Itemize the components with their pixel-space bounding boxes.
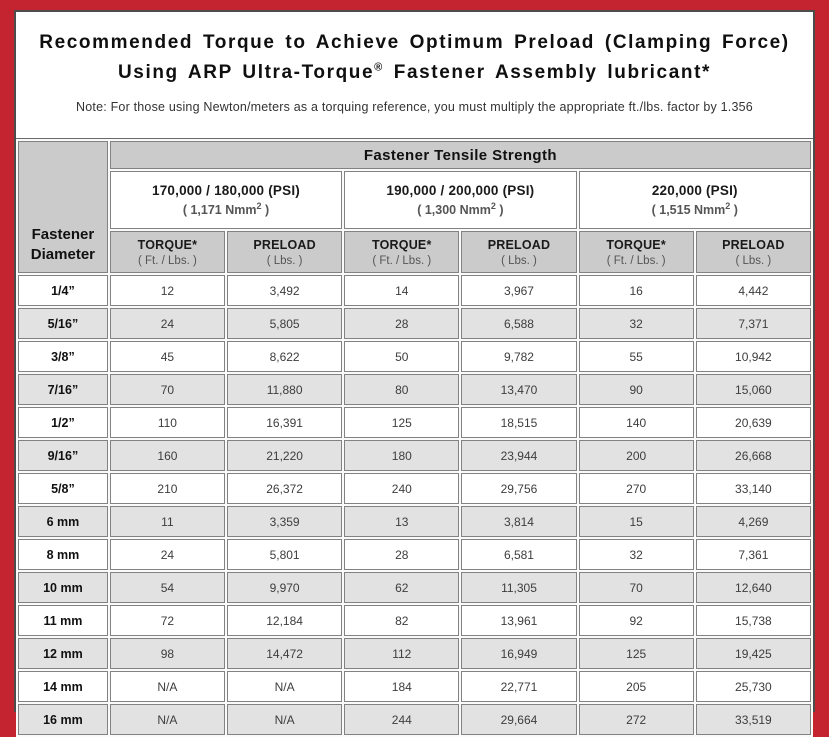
fastener-diameter-cell: 14 mm <box>18 671 108 702</box>
table-row <box>18 638 811 669</box>
torque-value-cell: 28 <box>344 539 459 570</box>
torque-value-cell: 140 <box>579 407 694 438</box>
preload-value-cell: 23,944 <box>461 440 576 471</box>
psi-value: 170,000 / 180,000 (PSI) <box>152 183 300 198</box>
preload-value-cell: 11,305 <box>461 572 576 603</box>
torque-value-cell: 112 <box>344 638 459 669</box>
preload-value-cell: 16,949 <box>461 638 576 669</box>
preload-value-cell: 8,622 <box>227 341 342 372</box>
fastener-diameter-cell: 5/8” <box>18 473 108 504</box>
torque-value-cell: 180 <box>344 440 459 471</box>
fastener-diameter-cell: 8 mm <box>18 539 108 570</box>
preload-value-cell: 15,060 <box>696 374 811 405</box>
nmm-value: ( 1,300 Nmm$^2$ ) <box>417 200 504 217</box>
preload-value-cell: 26,372 <box>227 473 342 504</box>
torque-value-cell: 205 <box>579 671 694 702</box>
torque-value-cell: 184 <box>344 671 459 702</box>
column-headers-row <box>18 231 811 273</box>
torque-value-cell: 200 <box>579 440 694 471</box>
torque-value-cell: 55 <box>579 341 694 372</box>
torque-value-cell: 98 <box>110 638 225 669</box>
preload-value-cell: 6,588 <box>461 308 576 339</box>
torque-value-cell: 13 <box>344 506 459 537</box>
torque-value-cell: 244 <box>344 704 459 735</box>
preload-value-cell: 33,519 <box>696 704 811 735</box>
torque-column-header: TORQUE* ( Ft. / Lbs. ) <box>579 231 694 273</box>
torque-value-cell: 24 <box>110 308 225 339</box>
preload-value-cell: 5,801 <box>227 539 342 570</box>
preload-value-cell: 3,359 <box>227 506 342 537</box>
preload-value-cell: 18,515 <box>461 407 576 438</box>
torque-value-cell: 16 <box>579 275 694 306</box>
torque-value-cell: 70 <box>110 374 225 405</box>
title-line-2: Using ARP Ultra-Torque® Fastener Assembly lubricant* <box>117 62 712 84</box>
torque-value-cell: 270 <box>579 473 694 504</box>
fastener-diameter-cell: 5/16” <box>18 308 108 339</box>
note-text: Note: For those using Newton/meters as a torquing reference, you must multiply the appropriate ft./lbs. factor by 1.356 <box>76 99 753 114</box>
table-row <box>18 341 811 372</box>
torque-value-cell: 240 <box>344 473 459 504</box>
preload-value-cell: 13,961 <box>461 605 576 636</box>
torque-value-cell: 28 <box>344 308 459 339</box>
preload-column-header: PRELOAD ( Lbs. ) <box>227 231 342 273</box>
preload-value-cell: 11,880 <box>227 374 342 405</box>
preload-value-cell: 3,492 <box>227 275 342 306</box>
preload-value-cell: 20,639 <box>696 407 811 438</box>
table-body <box>18 275 811 735</box>
preload-value-cell: 21,220 <box>227 440 342 471</box>
torque-column-header: TORQUE* ( Ft. / Lbs. ) <box>344 231 459 273</box>
preload-value-cell: 4,269 <box>696 506 811 537</box>
torque-value-cell: 12 <box>110 275 225 306</box>
preload-value-cell: 15,738 <box>696 605 811 636</box>
tensile-strength-header: Fastener Tensile Strength <box>110 141 811 169</box>
preload-column-header: PRELOAD ( Lbs. ) <box>696 231 811 273</box>
table-row <box>18 473 811 504</box>
torque-value-cell: 72 <box>110 605 225 636</box>
content-panel <box>14 10 815 727</box>
preload-value-cell: 7,361 <box>696 539 811 570</box>
fastener-diameter-cell: 9/16” <box>18 440 108 471</box>
psi-value: 190,000 / 200,000 (PSI) <box>386 183 535 198</box>
table-row <box>18 506 811 537</box>
fastener-diameter-cell: 12 mm <box>18 638 108 669</box>
torque-value-cell: N/A <box>110 671 225 702</box>
preload-value-cell: 3,814 <box>461 506 576 537</box>
registered-trademark-symbol: ® <box>374 62 384 75</box>
table-row <box>18 308 811 339</box>
preload-value-cell: 12,184 <box>227 605 342 636</box>
preload-value-cell: 9,970 <box>227 572 342 603</box>
torque-value-cell: 92 <box>579 605 694 636</box>
preload-value-cell: 26,668 <box>696 440 811 471</box>
preload-value-cell: 10,942 <box>696 341 811 372</box>
nmm-value: ( 1,515 Nmm$^2$ ) <box>651 200 738 217</box>
preload-value-cell: N/A <box>227 704 342 735</box>
preload-column-header: PRELOAD ( Lbs. ) <box>461 231 576 273</box>
torque-column-header: TORQUE* ( Ft. / Lbs. ) <box>110 231 225 273</box>
torque-value-cell: 54 <box>110 572 225 603</box>
preload-value-cell: 22,771 <box>461 671 576 702</box>
torque-value-cell: 110 <box>110 407 225 438</box>
torque-value-cell: 125 <box>344 407 459 438</box>
title-block <box>16 12 813 138</box>
title-line-1: Recommended Torque to Achieve Optimum Preload (Clamping Force) <box>39 32 790 53</box>
table-row <box>18 374 811 405</box>
strength-groups-row <box>18 171 811 229</box>
preload-value-cell: 19,425 <box>696 638 811 669</box>
preload-value-cell: 4,442 <box>696 275 811 306</box>
preload-value-cell: 5,805 <box>227 308 342 339</box>
preload-value-cell: 9,782 <box>461 341 576 372</box>
fastener-diameter-cell: 11 mm <box>18 605 108 636</box>
fastener-diameter-cell: 3/8” <box>18 341 108 372</box>
torque-value-cell: 210 <box>110 473 225 504</box>
torque-value-cell: 50 <box>344 341 459 372</box>
torque-value-cell: 62 <box>344 572 459 603</box>
torque-value-cell: 90 <box>579 374 694 405</box>
table-row <box>18 704 811 735</box>
table-row <box>18 605 811 636</box>
preload-value-cell: 14,472 <box>227 638 342 669</box>
strength-group-170-180 <box>110 171 342 229</box>
table-row <box>18 440 811 471</box>
torque-value-cell: 70 <box>579 572 694 603</box>
torque-value-cell: 160 <box>110 440 225 471</box>
preload-value-cell: 25,730 <box>696 671 811 702</box>
preload-value-cell: 7,371 <box>696 308 811 339</box>
fastener-diameter-cell: 16 mm <box>18 704 108 735</box>
fastener-diameter-cell: 1/4” <box>18 275 108 306</box>
preload-value-cell: 6,581 <box>461 539 576 570</box>
corner-header-fastener-diameter: Fastener Diameter <box>18 141 108 273</box>
fastener-diameter-cell: 1/2” <box>18 407 108 438</box>
torque-value-cell: 80 <box>344 374 459 405</box>
preload-value-cell: 33,140 <box>696 473 811 504</box>
fastener-diameter-cell: 7/16” <box>18 374 108 405</box>
fastener-diameter-cell: 6 mm <box>18 506 108 537</box>
strength-group-190-200 <box>344 171 576 229</box>
torque-value-cell: N/A <box>110 704 225 735</box>
preload-value-cell: N/A <box>227 671 342 702</box>
torque-value-cell: 11 <box>110 506 225 537</box>
torque-table <box>16 138 813 737</box>
torque-value-cell: 15 <box>579 506 694 537</box>
table-row <box>18 407 811 438</box>
torque-value-cell: 14 <box>344 275 459 306</box>
table-row <box>18 275 811 306</box>
preload-value-cell: 16,391 <box>227 407 342 438</box>
nmm-value: ( 1,171 Nmm$^2$ ) <box>182 200 270 217</box>
preload-value-cell: 13,470 <box>461 374 576 405</box>
preload-value-cell: 12,640 <box>696 572 811 603</box>
preload-value-cell: 3,967 <box>461 275 576 306</box>
preload-value-cell: 29,756 <box>461 473 576 504</box>
torque-value-cell: 125 <box>579 638 694 669</box>
torque-value-cell: 32 <box>579 308 694 339</box>
fastener-diameter-cell: 10 mm <box>18 572 108 603</box>
table-row <box>18 572 811 603</box>
torque-value-cell: 82 <box>344 605 459 636</box>
table-row <box>18 671 811 702</box>
torque-value-cell: 272 <box>579 704 694 735</box>
page-title <box>24 28 805 89</box>
torque-value-cell: 24 <box>110 539 225 570</box>
torque-value-cell: 45 <box>110 341 225 372</box>
psi-value: 220,000 (PSI) <box>651 183 738 198</box>
table-row <box>18 539 811 570</box>
strength-group-220 <box>579 171 811 229</box>
preload-value-cell: 29,664 <box>461 704 576 735</box>
torque-value-cell: 32 <box>579 539 694 570</box>
